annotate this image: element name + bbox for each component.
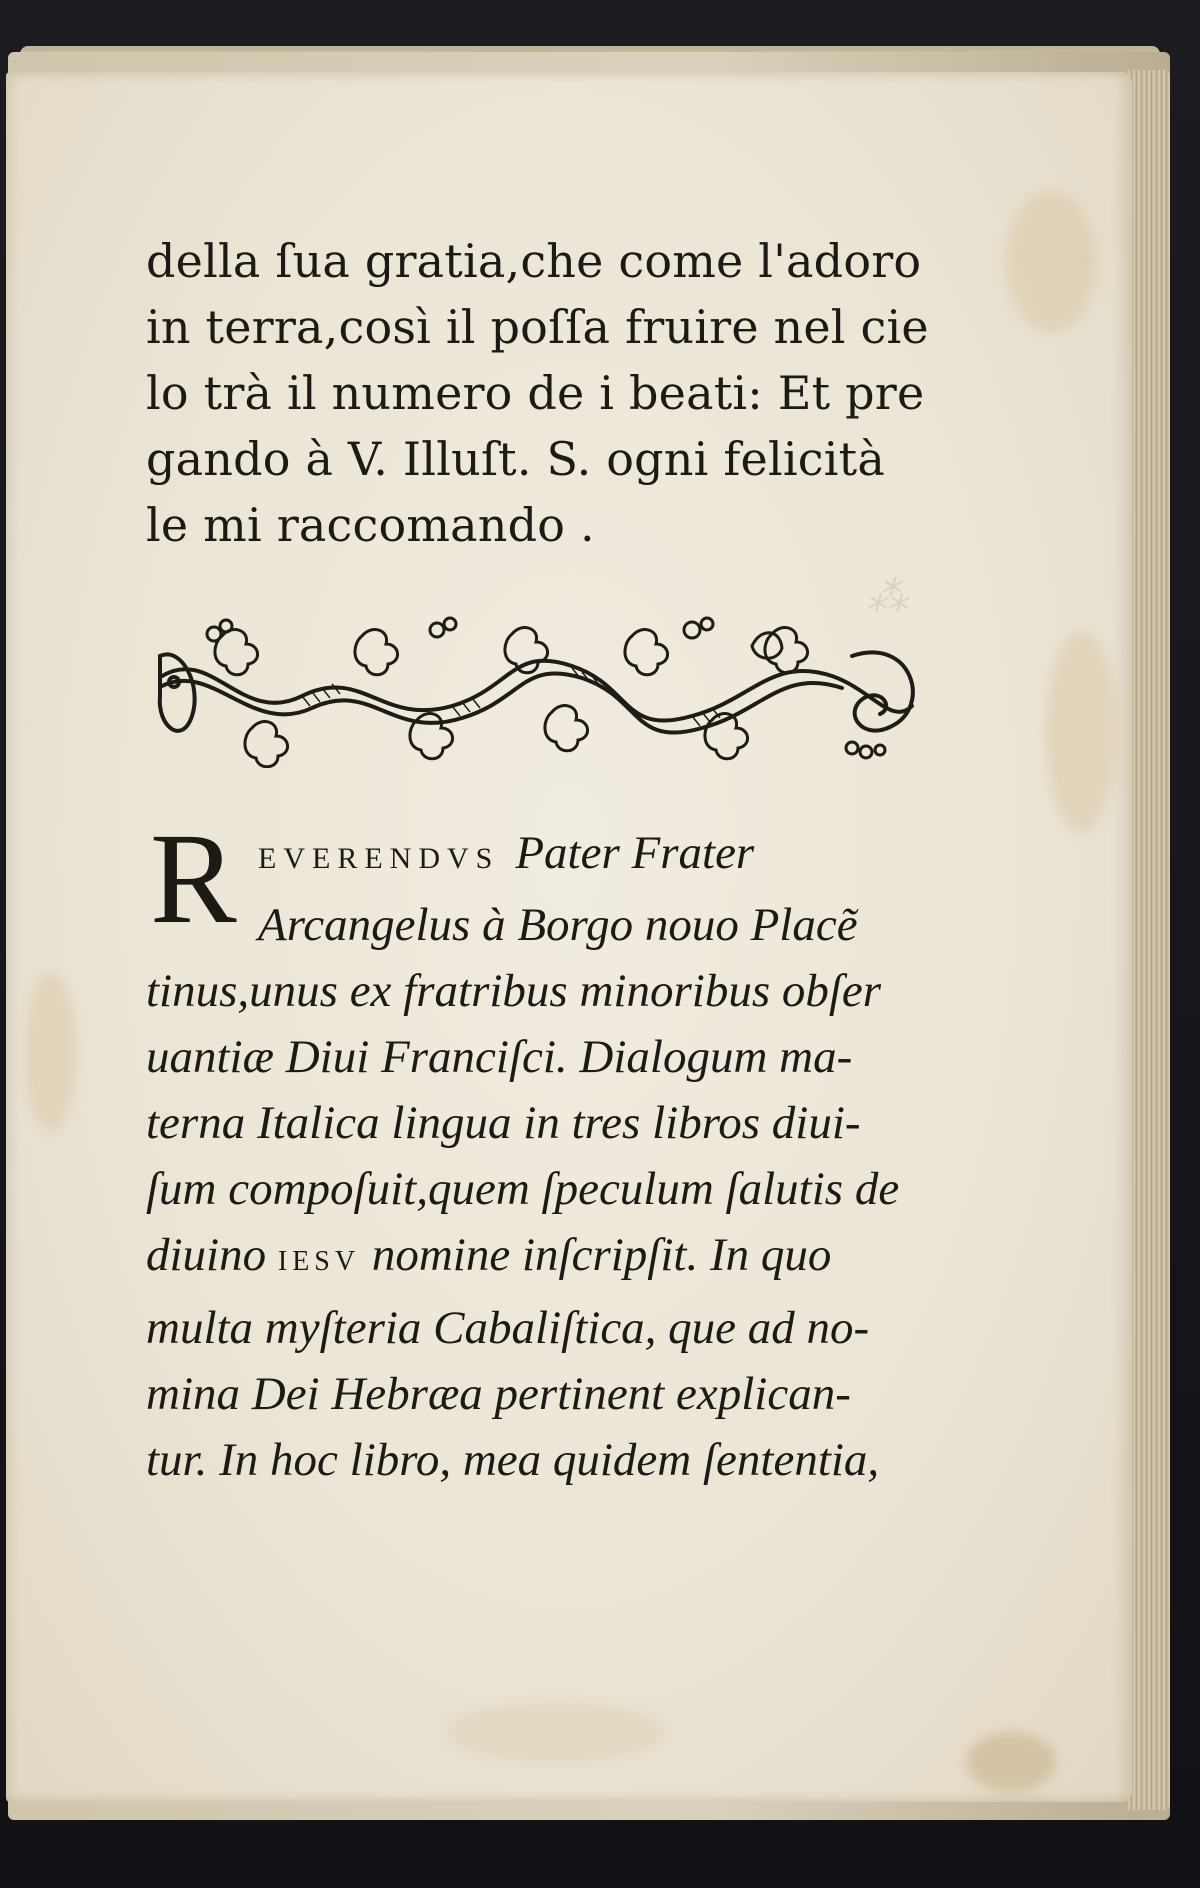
text-line: in terra,così il poſſa fruire nel cie	[146, 300, 929, 354]
page-stack-right-edge	[1128, 70, 1170, 1810]
text-line: tinus,unus ex fratribus minoribus obſer	[146, 965, 882, 1017]
small-caps-word: EVERENDVS	[258, 842, 500, 875]
small-caps-word: IESV	[277, 1246, 361, 1277]
text-line: le mi raccomando .	[146, 498, 595, 552]
italian-paragraph	[146, 228, 929, 558]
text-line: multa myſteria Cabaliſtica, que ad no-	[146, 1302, 870, 1354]
text-line: Arcangelus à Borgo nouo Placẽ	[258, 899, 858, 951]
text-line: lo trà il numero de i beati: Et pre	[146, 366, 925, 420]
text-line: terna Italica lingua in tres libros diui-	[146, 1097, 861, 1149]
foxing-stain	[1046, 632, 1116, 832]
text-line	[146, 1222, 906, 1295]
text-fragment: diuino	[146, 1229, 267, 1281]
text-fragment: Pater Frater	[515, 827, 755, 879]
foxing-stain	[966, 1732, 1056, 1792]
text-fragment: nomine inſcripſit. In quo	[371, 1229, 832, 1281]
text-line: ſum compoſuit,quem ſpeculum ſalutis de	[146, 1163, 900, 1215]
drop-capital: R	[150, 807, 237, 951]
show-through-text: ⁂	[866, 575, 908, 621]
text-line: gando à V. Illuſt. S. ogni felicità	[146, 432, 885, 486]
text-line: uantiæ Diui Franciſci. Dialogum ma-	[146, 1031, 853, 1083]
text-line: della ſua gratia,che come l'adoro	[146, 234, 922, 288]
text-line: tur. In hoc libro, mea quidem ſententia,	[146, 1434, 880, 1486]
latin-paragraph	[146, 807, 906, 1493]
foxing-stain	[1006, 192, 1096, 332]
foxing-stain	[446, 1702, 666, 1762]
woodcut-ornament	[152, 616, 922, 768]
text-line: mina Dei Hebræa pertinent explican-	[146, 1368, 851, 1420]
foxing-stain	[26, 972, 76, 1132]
